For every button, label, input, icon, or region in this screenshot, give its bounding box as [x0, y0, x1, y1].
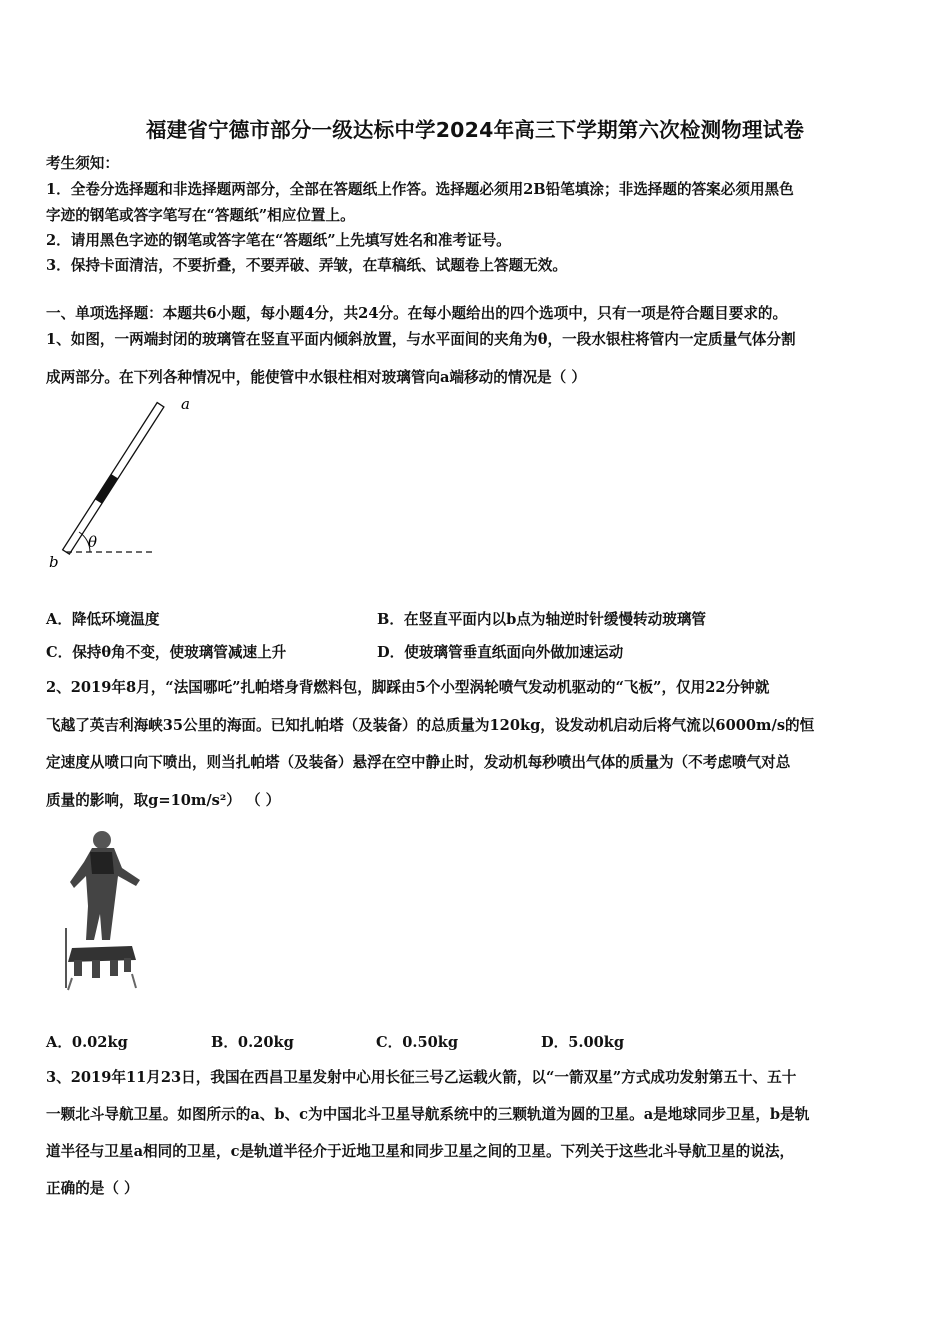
q1-option-c: C．保持θ角不变，使玻璃管减速上升: [46, 644, 287, 661]
q3-line-2: 一颗北斗导航卫星。如图所示的a、b、c为中国北斗卫星导航系统中的三颗轨道为圆的卫星。a是地球同步卫星，b是轨: [46, 1106, 810, 1123]
q2-line-3: 定速度从喷口向下喷出，则当扎帕塔（及装备）悬浮在空中静止时，发动机每秒喷出气体的质量为（不考虑喷气对总: [46, 754, 791, 771]
q2-option-a: A．0.02kg: [46, 1034, 128, 1051]
q1-option-d: D．使玻璃管垂直纸面向外做加速运动: [377, 644, 624, 661]
q2-line-4: 质量的影响，取g=10m/s²） （ ）: [46, 792, 281, 809]
q3-line-4: 正确的是（ ）: [46, 1180, 139, 1197]
q1-line-2: 成两部分。在下列各种情况中，能使管中水银柱相对玻璃管向a端移动的情况是（ ）: [46, 369, 586, 386]
notice-line-3: 3．保持卡面清洁，不要折叠，不要弄破、弄皱，在草稿纸、试题卷上答题无效。: [46, 257, 567, 274]
notice-line-1b: 字迹的钢笔或答字笔写在“答题纸”相应位置上。: [46, 207, 355, 224]
q1-option-b: B．在竖直平面内以b点为轴逆时针缓慢转动玻璃管: [377, 611, 707, 628]
notice-line-1a: 1．全卷分选择题和非选择题两部分，全部在答题纸上作答。选择题必须用2B铅笔填涂；非选择题的答案必须用黑色: [46, 181, 794, 198]
q3-line-3: 道半径与卫星a相同的卫星，c是轨道半径介于近地卫星和同步卫星之间的卫星。下列关于这些北斗导航卫星的说法，: [46, 1143, 795, 1160]
q2-line-2: 飞越了英吉利海峡35公里的海面。已知扎帕塔（及装备）的总质量为120kg，设发动机启动后将气流以6000m/s的恒: [46, 717, 815, 734]
label-theta: θ: [88, 533, 98, 551]
flyboard-rider-photo: [52, 828, 152, 993]
label-b: b: [49, 553, 59, 571]
q1-option-a: A．降低环境温度: [46, 611, 160, 628]
q1-line-1: 1、如图，一两端封闭的玻璃管在竖直平面内倾斜放置，与水平面间的夹角为θ，一段水银柱将管内一定质量气体分割: [46, 331, 796, 348]
notice-line-2: 2．请用黑色字迹的钢笔或答字笔在“答题纸”上先填写姓名和准考证号。: [46, 232, 511, 249]
q1-tube-figure: [40, 392, 220, 577]
label-a: a: [181, 395, 190, 413]
q2-option-b: B．0.20kg: [211, 1034, 294, 1051]
q2-option-d: D．5.00kg: [541, 1034, 625, 1051]
page-title: 福建省宁德市部分一级达标中学2024年高三下学期第六次检测物理试卷: [145, 118, 805, 142]
q3-line-1: 3、2019年11月23日，我国在西昌卫星发射中心用长征三号乙运载火箭，以“一箭双星”方式成功发射第五十、五十: [46, 1069, 797, 1086]
q2-option-c: C．0.50kg: [376, 1034, 459, 1051]
section-heading: 一、单项选择题：本题共6小题，每小题4分，共24分。在每小题给出的四个选项中，只有一项是符合题目要求的。: [46, 305, 788, 322]
notice-heading: 考生须知：: [46, 155, 119, 172]
q2-line-1: 2、2019年8月，“法国哪吒”扎帕塔身背燃料包，脚踩由5个小型涡轮喷气发动机驱动的“飞板”，仅用22分钟就: [46, 679, 770, 696]
mercury-column: [95, 474, 118, 504]
